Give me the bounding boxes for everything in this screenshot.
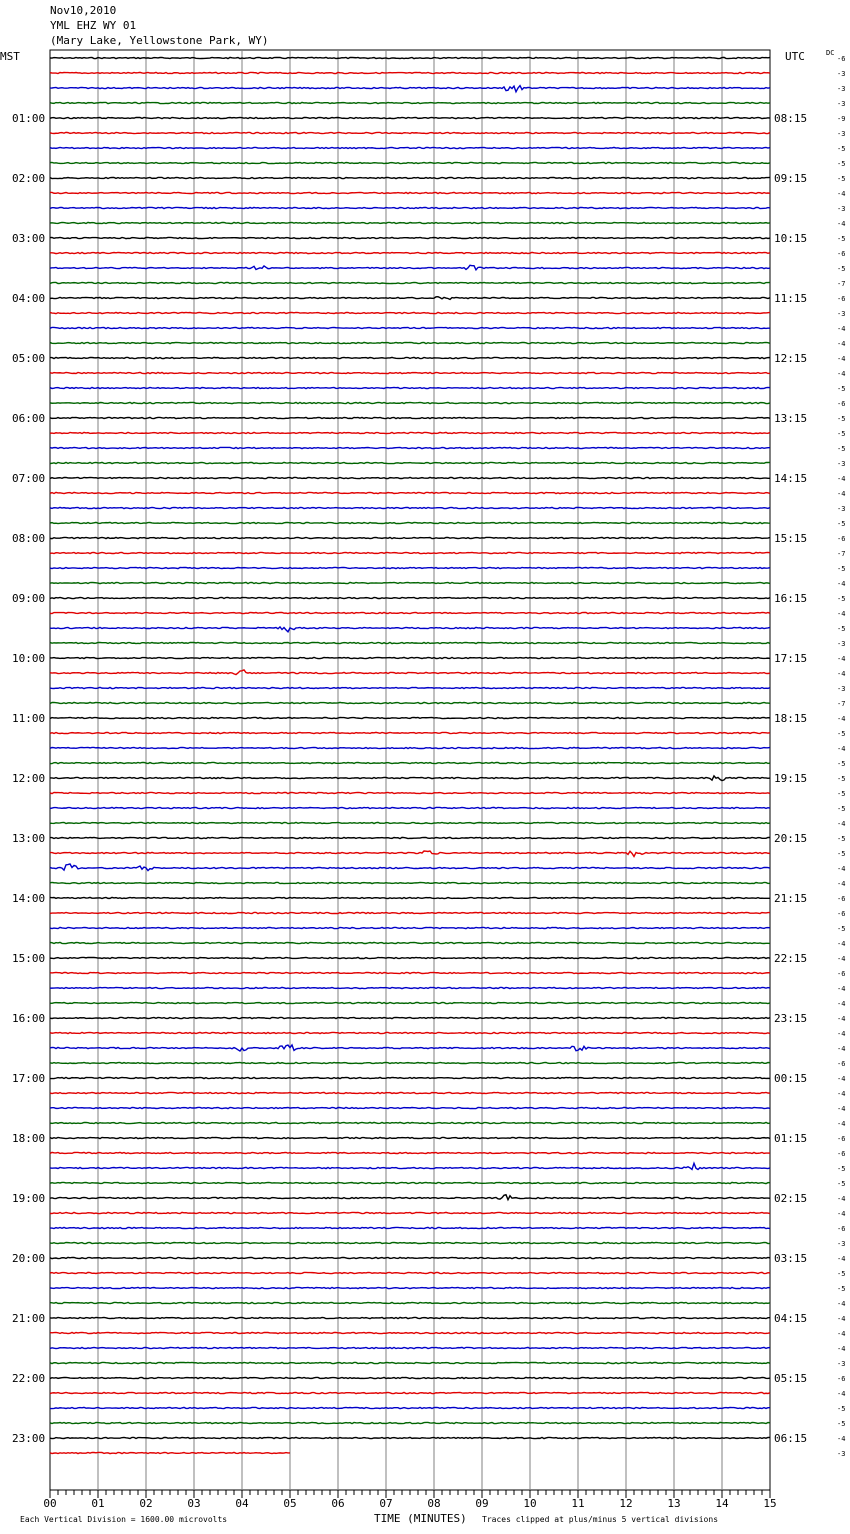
dc-offset-value: -4 [837, 1390, 846, 1398]
seismic-trace [50, 252, 770, 253]
utc-hour-label: 02:15 [774, 1192, 808, 1205]
mst-hour-label: 12:00 [12, 772, 46, 785]
seismic-trace [50, 147, 770, 148]
mst-hour-label: 17:00 [12, 1072, 46, 1085]
dc-offset-value: -5 [837, 385, 846, 393]
seismic-trace [50, 687, 770, 688]
dc-offset-value: -5 [837, 415, 846, 423]
dc-offset-value: -4 [837, 1435, 846, 1443]
x-tick-label: 14 [715, 1497, 729, 1510]
seismic-trace [50, 837, 770, 838]
seismic-trace [50, 732, 770, 733]
dc-offset-value: -5 [837, 565, 846, 573]
seismic-trace [50, 222, 770, 223]
seismic-trace [50, 1362, 770, 1363]
dc-offset-value: -6 [837, 55, 846, 63]
mst-hour-label: 11:00 [12, 712, 46, 725]
seismic-trace [50, 1437, 770, 1438]
x-axis-title: TIME (MINUTES) [374, 1512, 467, 1525]
x-tick-label: 11 [571, 1497, 585, 1510]
dc-offset-value: -4 [837, 865, 846, 873]
dc-offset-value: -4 [837, 955, 846, 963]
clip-note: Traces clipped at plus/minus 5 vertical divisions [482, 1515, 719, 1524]
seismic-trace [50, 702, 770, 703]
seismic-trace [50, 1122, 770, 1123]
dc-offset-value: -3 [837, 1240, 846, 1248]
seismic-trace [50, 597, 770, 598]
dc-offset-value: -7 [837, 280, 846, 288]
dc-offset-value: -6 [837, 1150, 846, 1158]
mst-hour-label: 16:00 [12, 1012, 46, 1025]
utc-hour-label: 22:15 [774, 952, 808, 965]
dc-offset-value: -4 [837, 655, 846, 663]
dc-offset-value: -6 [837, 895, 846, 903]
dc-offset-value: -4 [837, 355, 846, 363]
seismic-trace [50, 972, 770, 973]
seismic-trace [50, 717, 770, 718]
dc-offset-value: -4 [837, 940, 846, 948]
seismic-trace [50, 1407, 770, 1408]
utc-hour-label: 21:15 [774, 892, 808, 905]
seismic-trace [50, 1163, 770, 1169]
seismic-trace [50, 1272, 770, 1273]
dc-offset-value: -5 [837, 235, 846, 243]
utc-hour-label: 06:15 [774, 1432, 808, 1445]
seismic-trace [50, 897, 770, 898]
dc-offset-value: -5 [837, 1165, 846, 1173]
dc-offset-value: -4 [837, 985, 846, 993]
left-timezone-label: MST [0, 50, 20, 63]
utc-hour-label: 15:15 [774, 532, 808, 545]
mst-hour-label: 09:00 [12, 592, 46, 605]
dc-offset-value: -5 [837, 835, 846, 843]
dc-offset-value: -5 [837, 145, 846, 153]
seismic-trace [50, 265, 770, 270]
seismic-trace [50, 297, 770, 300]
utc-hour-label: 03:15 [774, 1252, 808, 1265]
seismic-trace [50, 192, 770, 193]
x-tick-label: 02 [139, 1497, 153, 1510]
mst-hour-label: 03:00 [12, 232, 46, 245]
dc-offset-value: -4 [837, 580, 846, 588]
dc-offset-value: -3 [837, 1450, 846, 1458]
seismic-trace [50, 132, 770, 133]
dc-offset-value: -5 [837, 595, 846, 603]
dc-offset-value: -5 [837, 730, 846, 738]
dc-offset-value: -4 [837, 1210, 846, 1218]
dc-offset-value: -4 [837, 1015, 846, 1023]
seismic-trace [50, 1152, 770, 1153]
seismic-trace [50, 1452, 290, 1453]
x-tick-label: 15 [763, 1497, 777, 1510]
dc-offset-value: -3 [837, 85, 846, 93]
seismic-trace [50, 1392, 770, 1393]
dc-offset-value: -4 [837, 490, 846, 498]
x-tick-label: 01 [91, 1497, 105, 1510]
x-tick-label: 00 [43, 1497, 57, 1510]
mst-hour-label: 20:00 [12, 1252, 46, 1265]
dc-offset-value: -5 [837, 1180, 846, 1188]
utc-hour-label: 12:15 [774, 352, 808, 365]
utc-hour-label: 00:15 [774, 1072, 808, 1085]
dc-offset-value: -4 [837, 1000, 846, 1008]
dc-offset-value: -5 [837, 1405, 846, 1413]
x-tick-label: 05 [283, 1497, 297, 1510]
seismic-trace [50, 1377, 770, 1378]
plot-frame [50, 50, 770, 1490]
seismic-trace [50, 1002, 770, 1003]
seismic-trace [50, 447, 770, 448]
x-tick-label: 10 [523, 1497, 537, 1510]
utc-hour-label: 01:15 [774, 1132, 808, 1145]
seismic-trace [50, 552, 770, 553]
dc-offset-value: -5 [837, 775, 846, 783]
seismic-trace [50, 1317, 770, 1318]
seismic-trace [50, 1077, 770, 1078]
seismic-trace [50, 387, 770, 388]
dc-offset-value: -4 [837, 1255, 846, 1263]
seismic-trace [50, 282, 770, 283]
mst-hour-label: 18:00 [12, 1132, 46, 1145]
x-tick-label: 09 [475, 1497, 489, 1510]
seismic-trace [50, 1287, 770, 1288]
seismic-trace [50, 57, 770, 58]
utc-hour-label: 19:15 [774, 772, 808, 785]
station-code: YML EHZ WY 01 [50, 19, 137, 32]
dc-offset-value: -3 [837, 640, 846, 648]
scale-note: Each Vertical Division = 1600.00 microvolts [20, 1515, 228, 1524]
dc-offset-value: -6 [837, 1135, 846, 1143]
dc-offset-value: -4 [837, 880, 846, 888]
dc-offset-value: -6 [837, 1225, 846, 1233]
seismic-trace [50, 670, 770, 675]
dc-offset-value: -4 [837, 325, 846, 333]
seismic-trace [50, 1422, 770, 1423]
dc-offset-value: -3 [837, 460, 846, 468]
dc-offset-value: -5 [837, 760, 846, 768]
dc-offset-value: -5 [837, 805, 846, 813]
mst-hour-label: 22:00 [12, 1372, 46, 1385]
seismic-trace [50, 582, 770, 583]
dc-offset-value: -6 [837, 535, 846, 543]
x-tick-label: 03 [187, 1497, 201, 1510]
dc-offset-value: -6 [837, 400, 846, 408]
seismic-trace [50, 312, 770, 313]
x-tick-label: 04 [235, 1497, 249, 1510]
seismic-trace [50, 177, 770, 178]
seismic-trace [50, 507, 770, 508]
dc-offset-value: -3 [837, 685, 846, 693]
seismic-trace [50, 162, 770, 163]
seismic-trace [50, 807, 770, 808]
dc-offset-value: -3 [837, 205, 846, 213]
seismic-trace [50, 342, 770, 343]
dc-offset-value: -6 [837, 250, 846, 258]
seismic-trace [50, 912, 770, 913]
x-tick-label: 12 [619, 1497, 633, 1510]
seismic-trace [50, 327, 770, 328]
seismic-trace [50, 762, 770, 763]
seismic-trace [50, 627, 770, 632]
dc-offset-value: -4 [837, 670, 846, 678]
seismic-trace [50, 776, 770, 781]
seismic-trace [50, 537, 770, 538]
dc-offset-value: -4 [837, 340, 846, 348]
seismic-trace [50, 432, 770, 433]
seismic-trace [50, 657, 770, 658]
utc-hour-label: 05:15 [774, 1372, 808, 1385]
seismic-trace [50, 957, 770, 958]
seismic-trace [50, 477, 770, 478]
seismic-trace [50, 1017, 770, 1018]
mst-hour-label: 02:00 [12, 172, 46, 185]
seismic-trace [50, 462, 770, 463]
mst-hour-label: 15:00 [12, 952, 46, 965]
dc-offset-value: -6 [837, 1375, 846, 1383]
seismic-trace [50, 417, 770, 418]
seismic-trace [50, 864, 770, 871]
dc-offset-value: -3 [837, 100, 846, 108]
dc-offset-value: -9 [837, 115, 846, 123]
seismic-trace [50, 1032, 770, 1033]
dc-offset-value: -6 [837, 295, 846, 303]
dc-offset-value: -4 [837, 1105, 846, 1113]
dc-offset-value: -5 [837, 175, 846, 183]
seismic-trace [50, 567, 770, 568]
seismic-trace [50, 1332, 770, 1333]
dc-offset-value: -4 [837, 745, 846, 753]
seismic-trace [50, 1227, 770, 1228]
dc-offset-value: -5 [837, 625, 846, 633]
utc-hour-label: 13:15 [774, 412, 808, 425]
dc-offset-value: -4 [837, 190, 846, 198]
dc-label: DC [826, 49, 835, 57]
dc-offset-value: -4 [837, 1120, 846, 1128]
dc-offset-value: -3 [837, 505, 846, 513]
dc-offset-value: -4 [837, 1195, 846, 1203]
dc-offset-value: -6 [837, 910, 846, 918]
seismic-trace [50, 237, 770, 238]
seismic-trace [50, 1347, 770, 1348]
utc-hour-label: 23:15 [774, 1012, 808, 1025]
seismic-trace [50, 747, 770, 748]
seismic-trace [50, 207, 770, 208]
mst-hour-label: 01:00 [12, 112, 46, 125]
dc-offset-value: -4 [837, 1315, 846, 1323]
station-location: (Mary Lake, Yellowstone Park, WY) [50, 34, 269, 47]
dc-offset-value: -5 [837, 925, 846, 933]
mst-hour-label: 10:00 [12, 652, 46, 665]
mst-hour-label: 19:00 [12, 1192, 46, 1205]
seismic-trace [50, 927, 770, 928]
utc-hour-label: 20:15 [774, 832, 808, 845]
mst-hour-label: 14:00 [12, 892, 46, 905]
dc-offset-value: -4 [837, 370, 846, 378]
seismic-trace [50, 851, 770, 856]
dc-offset-value: -4 [837, 475, 846, 483]
mst-hour-label: 13:00 [12, 832, 46, 845]
x-tick-label: 13 [667, 1497, 681, 1510]
dc-offset-value: -5 [837, 850, 846, 858]
seismic-trace [50, 402, 770, 403]
seismic-trace [50, 1045, 770, 1051]
seismic-trace [50, 102, 770, 103]
mst-hour-label: 04:00 [12, 292, 46, 305]
utc-hour-label: 17:15 [774, 652, 808, 665]
dc-offset-value: -5 [837, 520, 846, 528]
dc-offset-value: -5 [837, 430, 846, 438]
seismic-trace [50, 1092, 770, 1093]
dc-offset-value: -4 [837, 1330, 846, 1338]
seismic-trace [50, 522, 770, 523]
seismic-trace [50, 882, 770, 883]
dc-offset-value: -7 [837, 550, 846, 558]
mst-hour-label: 07:00 [12, 472, 46, 485]
seismic-trace [50, 1182, 770, 1183]
seismic-trace [50, 942, 770, 943]
seismic-trace [50, 822, 770, 823]
dc-offset-value: -4 [837, 1300, 846, 1308]
dc-offset-value: -4 [837, 1030, 846, 1038]
dc-offset-value: -4 [837, 1345, 846, 1353]
seismic-trace [50, 72, 770, 73]
right-timezone-label: UTC [785, 50, 805, 63]
dc-offset-value: -4 [837, 1075, 846, 1083]
dc-offset-value: -4 [837, 610, 846, 618]
seismic-trace [50, 357, 770, 358]
seismic-trace [50, 642, 770, 643]
mst-hour-label: 06:00 [12, 412, 46, 425]
x-tick-label: 07 [379, 1497, 393, 1510]
dc-offset-value: -4 [837, 1090, 846, 1098]
dc-offset-value: -7 [837, 700, 846, 708]
seismic-trace [50, 1062, 770, 1063]
dc-offset-value: -5 [837, 445, 846, 453]
seismic-trace [50, 1242, 770, 1243]
seismic-trace [50, 492, 770, 493]
dc-offset-value: -6 [837, 970, 846, 978]
seismic-trace [50, 792, 770, 793]
mst-hour-label: 08:00 [12, 532, 46, 545]
mst-hour-label: 21:00 [12, 1312, 46, 1325]
seismic-trace [50, 1107, 770, 1108]
utc-hour-label: 08:15 [774, 112, 808, 125]
utc-hour-label: 11:15 [774, 292, 808, 305]
utc-hour-label: 09:15 [774, 172, 808, 185]
dc-offset-value: -4 [837, 220, 846, 228]
mst-hour-label: 05:00 [12, 352, 46, 365]
plot-date: Nov10,2010 [50, 4, 117, 17]
x-tick-label: 06 [331, 1497, 345, 1510]
dc-offset-value: -5 [837, 1270, 846, 1278]
utc-hour-label: 18:15 [774, 712, 808, 725]
utc-hour-label: 10:15 [774, 232, 808, 245]
dc-offset-value: -5 [837, 265, 846, 273]
dc-offset-value: -4 [837, 1045, 846, 1053]
seismic-trace [50, 372, 770, 373]
seismic-trace [50, 612, 770, 613]
x-tick-label: 08 [427, 1497, 441, 1510]
utc-hour-label: 16:15 [774, 592, 808, 605]
seismic-trace [50, 1257, 770, 1258]
dc-offset-value: -3 [837, 310, 846, 318]
seismic-trace [50, 1302, 770, 1303]
dc-offset-value: -5 [837, 160, 846, 168]
seismic-trace [50, 117, 770, 118]
dc-offset-value: -5 [837, 790, 846, 798]
utc-hour-label: 04:15 [774, 1312, 808, 1325]
dc-offset-value: -4 [837, 715, 846, 723]
dc-offset-value: -5 [837, 1285, 846, 1293]
seismic-trace [50, 1137, 770, 1138]
dc-offset-value: -3 [837, 70, 846, 78]
utc-hour-label: 14:15 [774, 472, 808, 485]
mst-hour-label: 23:00 [12, 1432, 46, 1445]
dc-offset-value: -3 [837, 1360, 846, 1368]
seismic-trace [50, 987, 770, 988]
seismic-trace [50, 1195, 770, 1200]
seismic-trace [50, 1212, 770, 1213]
dc-offset-value: -4 [837, 820, 846, 828]
dc-offset-value: -6 [837, 1060, 846, 1068]
seismic-trace [50, 86, 770, 92]
dc-offset-value: -3 [837, 130, 846, 138]
dc-offset-value: -5 [837, 1420, 846, 1428]
